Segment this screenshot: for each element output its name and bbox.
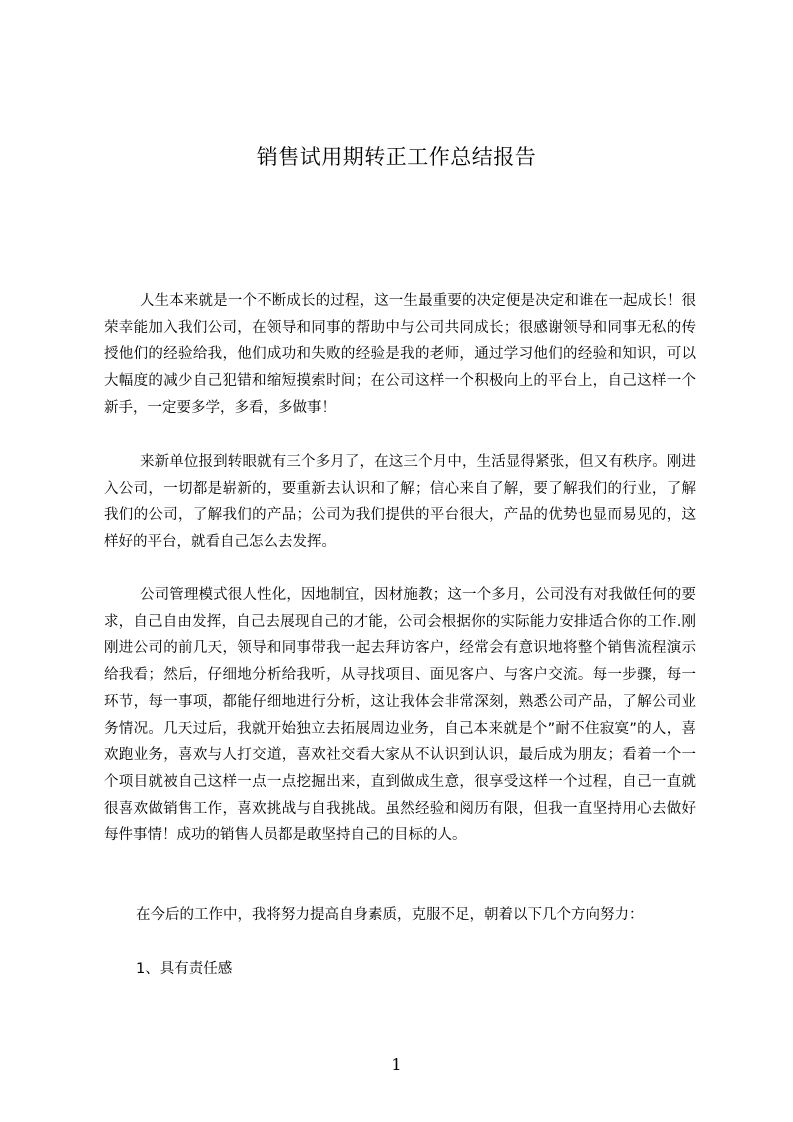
direction-item-responsibility: 1、具有责任感 bbox=[136, 961, 233, 977]
paragraph-growth: 人生本来就是一个不断成长的过程，这一生最重要的决定便是决定和谁在一起成长！很荣幸能加入我们公司，在领导和同事的帮助中与公司共同成长；很感谢领导和同事无私的传授他们的经验给我，他们成功和失败的经验是我的老师，通过学习他们的经验和知识，可以大幅度的减少自己犯错和缩短摸索时间；在公司这样一个积极向上的平台上，自己这样一个新手，一定要多学，多看，多做事！ bbox=[104, 293, 696, 416]
paragraph-new-unit: 来新单位报到转眼就有三个多月了，在这三个月中，生活显得紧张，但又有秩序。刚进入公司，一切都是崭新的，要重新去认识和了解；信心来自了解，要了解我们的行业，了解我们的公司，了解我们的产品；公司为我们提供的平台很大，产品的优势也显而易见的，这样好的平台，就看自己怎么去发挥。 bbox=[104, 454, 696, 551]
document-title: 销售试用期转正工作总结报告 bbox=[256, 145, 537, 169]
page-number: 1 bbox=[391, 1055, 402, 1074]
direction-intro: 在今后的工作中，我将努力提高自身素质，克服不足，朝着以下几个方向努力： bbox=[136, 907, 644, 923]
paragraph-management: 公司管理模式很人性化，因地制宜，因材施教；这一个多月，公司没有对我做任何的要求，自己自由发挥，自己去展现自己的才能，公司会根据你的实际能力安排适合你的工作.刚刚进公司的前几天，领导和同事带我一起去拜访客户，经常会有意识地将整个销售流程演示给我看；然后，仔细地分析给我听，从寻找项目、面见客户、与客户交流。每一步骤，每一环节，每一事项，都能仔细地进行分析，这让我体会非常深刻，熟悉公司产品，了解公司业务情况。几天过后，我就开始独立去拓展周边业务，自己本来就是个”耐不住寂寞”的人，喜欢跑业务，喜欢与人打交道，喜欢社交看大家从不认识到认识，最后成为朋友；看着一个一个项目就被自己这样一点一点挖掘出来，直到做成生意，很享受这样一个过程，自己一直就很喜欢做销售工作，喜欢挑战与自我挑战。虽然经验和阅历有限，但我一直坚持用心去做好每件事情！成功的销售人员都是敢坚持自己的目标的人。 bbox=[104, 587, 696, 844]
